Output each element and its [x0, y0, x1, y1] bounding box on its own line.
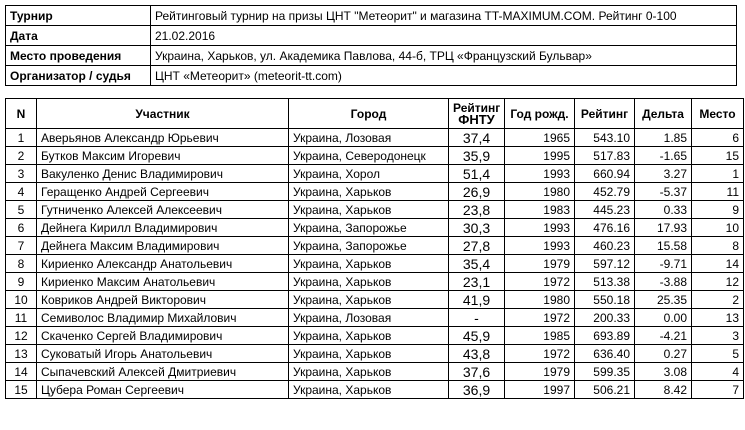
- table-row: [6, 147, 744, 165]
- cell-n: 13: [6, 345, 37, 363]
- cell-n: 2: [6, 147, 37, 165]
- cell-birth-year: 1972: [505, 345, 575, 363]
- cell-birth-year: 1972: [505, 273, 575, 291]
- table-row: [6, 309, 744, 327]
- header-rating-fntu-line1: Рейтинг: [453, 100, 501, 115]
- cell-delta: 17.93: [635, 219, 692, 237]
- cell-rating: 445.23: [575, 201, 635, 219]
- table-row: [6, 183, 744, 201]
- header-city: Город: [289, 99, 449, 129]
- cell-birth-year: 1993: [505, 237, 575, 255]
- cell-n: 1: [6, 129, 37, 147]
- cell-place: 3: [692, 327, 744, 345]
- cell-rating: 517.83: [575, 147, 635, 165]
- cell-delta: 1.85: [635, 129, 692, 147]
- cell-city: Украина, Северодонецк: [289, 147, 449, 165]
- cell-birth-year: 1979: [505, 255, 575, 273]
- cell-participant: Кириенко Александр Анатольевич: [37, 255, 289, 273]
- cell-participant: Дейнега Кирилл Владимирович: [37, 219, 289, 237]
- cell-n: 5: [6, 201, 37, 219]
- cell-city: Украина, Харьков: [289, 327, 449, 345]
- cell-place: 4: [692, 363, 744, 381]
- cell-place: 13: [692, 309, 744, 327]
- cell-rating-fntu: 37,6: [449, 363, 505, 381]
- header-delta: Дельта: [635, 99, 692, 129]
- header-participant: Участник: [37, 99, 289, 129]
- table-row: [6, 201, 744, 219]
- cell-rating-fntu: 23,8: [449, 201, 505, 219]
- cell-delta: 3.27: [635, 165, 692, 183]
- cell-participant: Аверьянов Александр Юрьевич: [37, 129, 289, 147]
- cell-participant: Кириенко Максим Анатольевич: [37, 273, 289, 291]
- cell-rating: 452.79: [575, 183, 635, 201]
- cell-delta: 0.00: [635, 309, 692, 327]
- cell-city: Украина, Харьков: [289, 183, 449, 201]
- cell-birth-year: 1985: [505, 327, 575, 345]
- cell-rating: 660.94: [575, 165, 635, 183]
- cell-n: 12: [6, 327, 37, 345]
- info-row: [6, 66, 737, 86]
- cell-n: 9: [6, 273, 37, 291]
- cell-rating-fntu: 51,4: [449, 165, 505, 183]
- cell-n: 15: [6, 381, 37, 399]
- cell-place: 10: [692, 219, 744, 237]
- cell-rating: 550.18: [575, 291, 635, 309]
- cell-rating-fntu: 35,9: [449, 147, 505, 165]
- cell-delta: -3.88: [635, 273, 692, 291]
- cell-rating-fntu: 43,8: [449, 345, 505, 363]
- table-row: [6, 255, 744, 273]
- cell-rating: 506.21: [575, 381, 635, 399]
- cell-place: 12: [692, 273, 744, 291]
- cell-participant: Дейнега Максим Владимирович: [37, 237, 289, 255]
- cell-delta: -1.65: [635, 147, 692, 165]
- cell-city: Украина, Харьков: [289, 345, 449, 363]
- cell-n: 10: [6, 291, 37, 309]
- cell-birth-year: 1979: [505, 363, 575, 381]
- cell-rating: 693.89: [575, 327, 635, 345]
- cell-n: 8: [6, 255, 37, 273]
- cell-rating-fntu: 23,1: [449, 273, 505, 291]
- cell-n: 11: [6, 309, 37, 327]
- cell-rating: 543.10: [575, 129, 635, 147]
- cell-place: 6: [692, 129, 744, 147]
- cell-n: 14: [6, 363, 37, 381]
- cell-rating: 200.33: [575, 309, 635, 327]
- cell-rating-fntu: 36,9: [449, 381, 505, 399]
- cell-rating-fntu: 45,9: [449, 327, 505, 345]
- table-row: [6, 363, 744, 381]
- info-label: Место проведения: [6, 46, 151, 66]
- table-row: [6, 129, 744, 147]
- cell-city: Украина, Харьков: [289, 381, 449, 399]
- cell-delta: 0.27: [635, 345, 692, 363]
- cell-n: 7: [6, 237, 37, 255]
- cell-rating: 597.12: [575, 255, 635, 273]
- header-birth-year: Год рожд.: [505, 99, 575, 129]
- cell-city: Украина, Лозовая: [289, 129, 449, 147]
- cell-place: 14: [692, 255, 744, 273]
- cell-place: 7: [692, 381, 744, 399]
- info-row: [6, 6, 737, 26]
- results-header-row: [6, 99, 744, 129]
- info-label: Турнир: [6, 6, 151, 26]
- cell-participant: Цубера Роман Сергеевич: [37, 381, 289, 399]
- header-place: Место: [692, 99, 744, 129]
- cell-rating-fntu: 26,9: [449, 183, 505, 201]
- cell-participant: Бутков Максим Игоревич: [37, 147, 289, 165]
- cell-rating: 460.23: [575, 237, 635, 255]
- cell-rating-fntu: 37,4: [449, 129, 505, 147]
- cell-birth-year: 1980: [505, 291, 575, 309]
- info-value: 21.02.2016: [151, 26, 737, 46]
- cell-city: Украина, Запорожье: [289, 219, 449, 237]
- cell-participant: Скаченко Сергей Владимирович: [37, 327, 289, 345]
- cell-rating-fntu: 41,9: [449, 291, 505, 309]
- table-row: [6, 345, 744, 363]
- cell-birth-year: 1995: [505, 147, 575, 165]
- table-row: [6, 381, 744, 399]
- cell-participant: Геращенко Андрей Сергеевич: [37, 183, 289, 201]
- cell-place: 11: [692, 183, 744, 201]
- cell-city: Украина, Харьков: [289, 255, 449, 273]
- cell-delta: -9.71: [635, 255, 692, 273]
- cell-birth-year: 1965: [505, 129, 575, 147]
- cell-participant: Гутниченко Алексей Алексеевич: [37, 201, 289, 219]
- cell-city: Украина, Запорожье: [289, 237, 449, 255]
- table-row: [6, 327, 744, 345]
- cell-birth-year: 1993: [505, 165, 575, 183]
- cell-birth-year: 1983: [505, 201, 575, 219]
- cell-place: 1: [692, 165, 744, 183]
- info-label: Дата: [6, 26, 151, 46]
- cell-city: Украина, Лозовая: [289, 309, 449, 327]
- header-rating: Рейтинг: [575, 99, 635, 129]
- cell-rating-fntu: 27,8: [449, 237, 505, 255]
- table-row: [6, 219, 744, 237]
- cell-rating-fntu: 35,4: [449, 255, 505, 273]
- table-row: [6, 291, 744, 309]
- cell-delta: 8.42: [635, 381, 692, 399]
- cell-rating: 513.38: [575, 273, 635, 291]
- cell-place: 5: [692, 345, 744, 363]
- cell-birth-year: 1997: [505, 381, 575, 399]
- cell-delta: 3.08: [635, 363, 692, 381]
- cell-participant: Сыпачевский Алексей Дмитриевич: [37, 363, 289, 381]
- cell-city: Украина, Харьков: [289, 273, 449, 291]
- header-n: N: [6, 99, 37, 129]
- cell-participant: Ковриков Андрей Викторович: [37, 291, 289, 309]
- cell-n: 6: [6, 219, 37, 237]
- cell-city: Украина, Хорол: [289, 165, 449, 183]
- cell-n: 3: [6, 165, 37, 183]
- cell-place: 9: [692, 201, 744, 219]
- info-value: ЦНТ «Метеорит» (meteorit-tt.com): [151, 66, 737, 86]
- cell-birth-year: 1972: [505, 309, 575, 327]
- info-row: [6, 46, 737, 66]
- tournament-info-table: [5, 5, 737, 86]
- table-row: [6, 237, 744, 255]
- cell-participant: Суковатый Игорь Анатольевич: [37, 345, 289, 363]
- cell-rating: 476.16: [575, 219, 635, 237]
- results-table: [5, 98, 744, 399]
- cell-rating-fntu: -: [449, 309, 505, 327]
- info-value: Рейтинговый турнир на призы ЦНТ "Метеорит" и магазина TT-MAXIMUM.COM. Рейтинг 0-100: [151, 6, 737, 26]
- tournament-info-body: [6, 6, 737, 86]
- table-row: [6, 273, 744, 291]
- cell-city: Украина, Харьков: [289, 291, 449, 309]
- cell-rating: 636.40: [575, 345, 635, 363]
- cell-delta: 25.35: [635, 291, 692, 309]
- cell-city: Украина, Харьков: [289, 363, 449, 381]
- cell-delta: 0.33: [635, 201, 692, 219]
- cell-place: 2: [692, 291, 744, 309]
- cell-delta: -5.37: [635, 183, 692, 201]
- cell-delta: 15.58: [635, 237, 692, 255]
- cell-rating-fntu: 30,3: [449, 219, 505, 237]
- cell-place: 8: [692, 237, 744, 255]
- cell-n: 4: [6, 183, 37, 201]
- header-rating-fntu: [449, 99, 505, 129]
- table-row: [6, 165, 744, 183]
- cell-delta: -4.21: [635, 327, 692, 345]
- cell-city: Украина, Харьков: [289, 201, 449, 219]
- info-label: Организатор / судья: [6, 66, 151, 86]
- info-value: Украина, Харьков, ул. Академика Павлова, 44-б, ТРЦ «Французский Бульвар»: [151, 46, 737, 66]
- cell-birth-year: 1980: [505, 183, 575, 201]
- info-row: [6, 26, 737, 46]
- results-body: [6, 129, 744, 399]
- cell-participant: Семиволос Владимир Михайлович: [37, 309, 289, 327]
- cell-birth-year: 1993: [505, 219, 575, 237]
- cell-rating: 599.35: [575, 363, 635, 381]
- header-rating-fntu-line2: ФНТУ: [458, 111, 495, 127]
- cell-place: 15: [692, 147, 744, 165]
- cell-participant: Вакуленко Денис Владимирович: [37, 165, 289, 183]
